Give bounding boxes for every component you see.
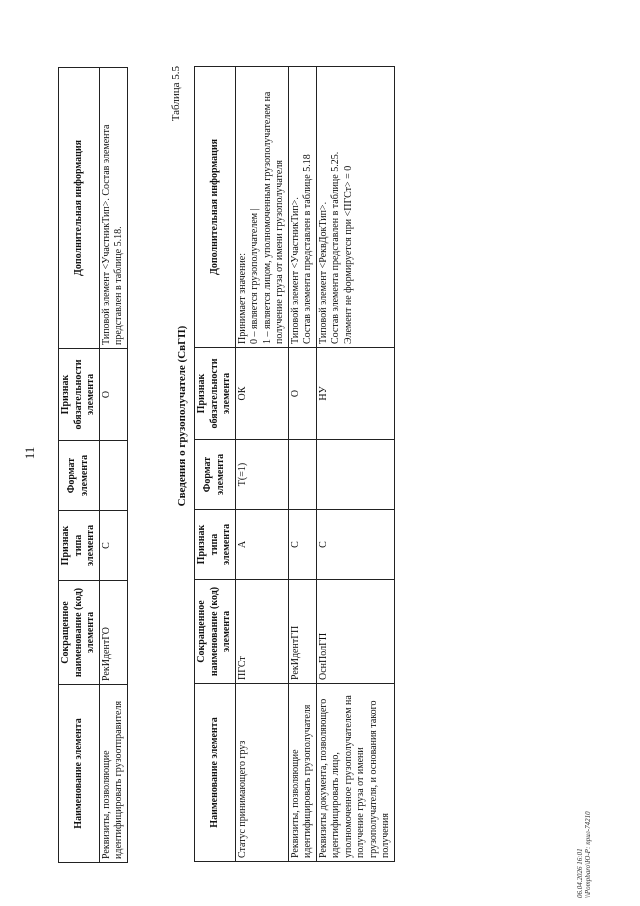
- cell-name: Реквизиты, позволяющие идентифицировать грузоотправителя: [99, 685, 127, 863]
- section-title: Сведения о грузополучателе (СвГП): [176, 325, 188, 507]
- header-info: Дополнительная информация: [59, 68, 100, 349]
- cell-info: [316, 67, 394, 348]
- stamp-line: \\Pompbaro\Ю-Р: прил-74210: [584, 811, 593, 898]
- cell-format: T(=1): [235, 440, 288, 510]
- cell-code: РекИдентГО: [99, 581, 127, 685]
- header-required: Признак обязательности элемента: [59, 349, 100, 441]
- cell-required: ОК: [235, 348, 288, 440]
- table-top: [58, 67, 128, 863]
- cell-type: С: [288, 510, 316, 580]
- cell-type: С: [99, 511, 127, 581]
- table-row: [235, 67, 288, 862]
- table-main: [194, 66, 395, 862]
- header-type: Признак типа элемента: [195, 510, 236, 580]
- header-format: Формат элемента: [195, 440, 236, 510]
- cell-required: НУ: [316, 348, 394, 440]
- header-code: Сокращенное наименование (код) элемента: [59, 581, 100, 685]
- info-line: Типовой элемент <РеквДокТип>.: [317, 201, 329, 344]
- table-caption: Таблица 5.5: [170, 66, 182, 122]
- header-format: Формат элемента: [59, 441, 100, 511]
- cell-type: С: [316, 510, 394, 580]
- cell-required: О: [288, 348, 316, 440]
- cell-info: Типовой элемент <УчастникТип>. Состав элемента представлен в таблице 5.18.: [99, 68, 127, 349]
- cell-format: [316, 440, 394, 510]
- cell-format: [288, 440, 316, 510]
- header-type: Признак типа элемента: [59, 511, 100, 581]
- table-top-header: [59, 68, 100, 863]
- cell-required: О: [99, 349, 127, 441]
- table-row: [316, 67, 394, 862]
- info-line: Элемент не формируется при <ПГСт> = 0: [342, 165, 354, 344]
- page-number: 11: [22, 446, 37, 460]
- info-line: 0 – является грузополучателем |: [249, 208, 260, 344]
- table-row: [288, 67, 316, 862]
- table-main-header: [195, 67, 236, 862]
- cell-code: РекИдентГП: [288, 580, 316, 684]
- cell-name: Реквизиты, позволяющие идентифицировать грузополучателя: [288, 684, 316, 862]
- cell-format: [99, 441, 127, 511]
- footer-stamp: [576, 811, 593, 898]
- header-code: Сокращенное наименование (код) элемента: [195, 580, 236, 684]
- cell-name: Статус принимающего груз: [235, 684, 288, 862]
- info-line: Принимает значение:: [236, 252, 248, 344]
- cell-info: [235, 67, 288, 348]
- info-line: 1 – является лицом, уполномоченным грузополучателем на получение груза от имени грузополучателя: [261, 91, 285, 344]
- cell-type: А: [235, 510, 288, 580]
- cell-code: ОснПолГП: [316, 580, 394, 684]
- header-name: Наименование элемента: [195, 684, 236, 862]
- header-required: Признак обязательности элемента: [195, 348, 236, 440]
- cell-code: ПГСт: [235, 580, 288, 684]
- header-name: Наименование элемента: [59, 685, 100, 863]
- info-line: Состав элемента представлен в таблице 5.18: [302, 154, 313, 344]
- table-row: [99, 68, 127, 863]
- info-line: Типовой элемент <УчастникТип>.: [289, 197, 301, 344]
- stamp-line: 06.04.2026 16:01: [576, 848, 584, 898]
- cell-name: Реквизиты документа, позволяющего идентифицировать лицо, уполномоченное грузополучателем на получение груза от имени грузополучателя, и основания такого получения: [316, 684, 394, 862]
- cell-info: [288, 67, 316, 348]
- header-info: Дополнительная информация: [195, 67, 236, 348]
- info-line: Состав элемента представлен в таблице 5.25.: [330, 151, 341, 344]
